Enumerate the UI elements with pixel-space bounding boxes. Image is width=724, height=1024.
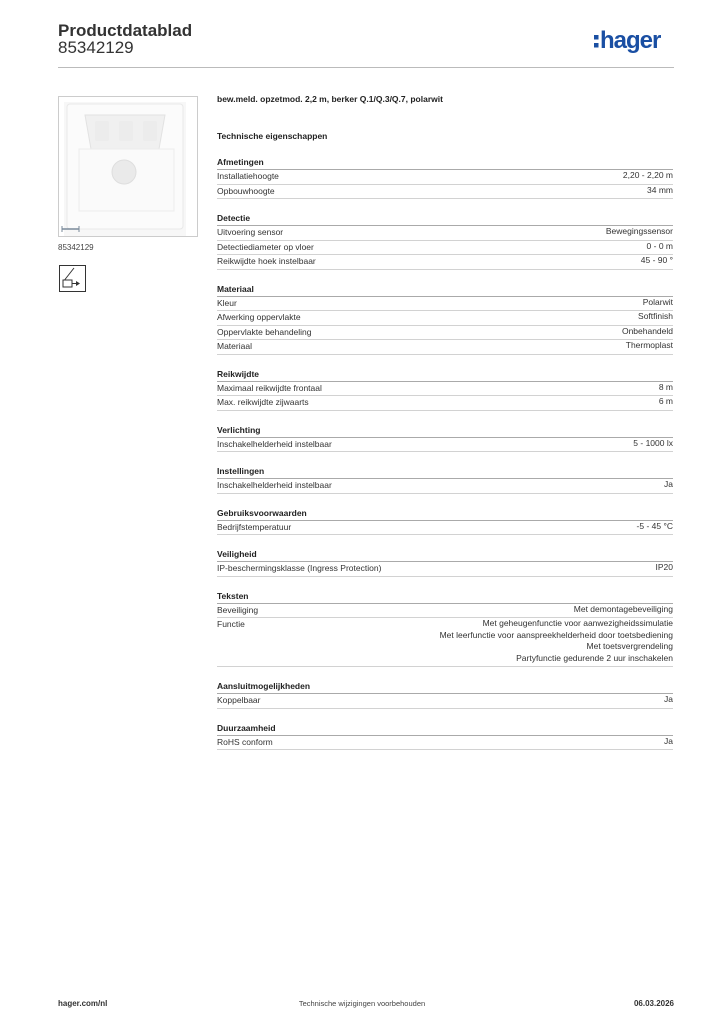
- spec-value-line: Met toetsvergrendeling: [586, 641, 673, 651]
- spec-value-line: 2,20 - 2,20 m: [622, 170, 673, 180]
- product-specifications: [217, 93, 673, 750]
- spec-value: [664, 479, 673, 493]
- section-title: Veiligheid: [217, 548, 673, 562]
- spec-section: [217, 590, 673, 668]
- spec-label: Maximaal reikwijdte frontaal: [217, 382, 322, 393]
- spec-label: Oppervlakte behandeling: [217, 326, 312, 337]
- spec-value: [574, 604, 673, 618]
- spec-value-line: 0 - 0 m: [646, 240, 673, 251]
- section-title: Instellingen: [217, 465, 673, 479]
- spec-value: [643, 297, 673, 311]
- spec-label: Detectiediameter op vloer: [217, 241, 314, 252]
- spec-label: Functie: [217, 619, 245, 629]
- spec-value-line: 6 m: [658, 396, 673, 406]
- spec-value-line: Polarwit: [642, 296, 673, 307]
- section-title: Duurzaamheid: [217, 722, 673, 736]
- section-title: Materiaal: [217, 283, 673, 297]
- spec-value-line: Bewegingssensor: [605, 226, 673, 236]
- spec-label: Uitvoering sensor: [217, 227, 284, 237]
- spec-label: Koppelbaar: [217, 695, 261, 705]
- spec-label: Materiaal: [217, 341, 252, 351]
- section-title: Afmetingen: [217, 156, 673, 170]
- spec-row: [217, 226, 673, 241]
- section-title: Reikwijdte: [217, 368, 673, 382]
- spec-row: [217, 479, 673, 494]
- spec-sections: [217, 156, 673, 750]
- spec-value-line: Met geheugenfunctie voor aanwezigheidssimulatie: [482, 618, 673, 628]
- section-title: Detectie: [217, 212, 673, 226]
- spec-value: [623, 170, 673, 184]
- spec-row: [217, 521, 673, 536]
- spec-label: IP-beschermingsklasse (Ingress Protection): [217, 563, 382, 573]
- header-divider: [58, 67, 674, 68]
- spec-value-line: Met leerfunctie voor aanspreekhelderheid door toetsbediening: [439, 629, 673, 640]
- spec-label: Max. reikwijdte zijwaarts: [217, 397, 309, 407]
- spec-value-line: Ja: [664, 479, 673, 489]
- product-description: bew.meld. opzetmod. 2,2 m, berker Q.1/Q.3/Q.7, polarwit: [217, 94, 443, 104]
- spec-value-line: Ja: [664, 694, 673, 704]
- spec-row: [217, 382, 673, 397]
- spec-value-line: Onbehandeld: [621, 325, 673, 336]
- surface-mount-icon: [59, 265, 86, 292]
- footer-website[interactable]: hager.com/nl: [58, 999, 108, 1008]
- section-title: Verlichting: [217, 424, 673, 438]
- spec-value: [659, 396, 673, 410]
- hager-logo[interactable]: [594, 26, 674, 58]
- section-title: Aansluitmogelijkheden: [217, 680, 673, 694]
- spec-row: [217, 340, 673, 355]
- spec-row: [217, 736, 673, 751]
- spec-value-line: 45 - 90 °: [640, 255, 673, 265]
- section-title: Teksten: [217, 590, 673, 604]
- spec-label: Inschakelhelderheid instelbaar: [217, 480, 332, 490]
- spec-row: [217, 311, 673, 326]
- spec-value: [664, 736, 673, 750]
- spec-label: Inschakelhelderheid instelbaar: [217, 438, 332, 449]
- spec-value-line: Met demontagebeveiliging: [573, 603, 673, 614]
- spec-label: RoHS conform: [217, 736, 273, 747]
- product-number: 85342129: [58, 38, 134, 57]
- spec-value: [606, 226, 673, 240]
- spec-section: [217, 368, 673, 411]
- spec-value-line: 8 m: [658, 381, 673, 392]
- spec-row: [217, 297, 673, 312]
- spec-label: Reikwijdte hoek instelbaar: [217, 256, 316, 266]
- spec-value: [664, 694, 673, 708]
- spec-value: [633, 438, 673, 452]
- spec-label: Beveiliging: [217, 604, 259, 615]
- spec-section: [217, 283, 673, 355]
- spec-row: [217, 255, 673, 270]
- spec-label: Opbouwhoogte: [217, 185, 275, 196]
- spec-row: [217, 618, 673, 667]
- spec-value-line: Ja: [664, 735, 673, 746]
- spec-value: [641, 255, 673, 269]
- spec-row: [217, 396, 673, 411]
- image-product-code: 85342129: [58, 243, 94, 252]
- spec-value: [637, 521, 673, 535]
- spec-row: [217, 170, 673, 185]
- footer-notice: Technische wijzigingen voorbehouden: [298, 999, 426, 1008]
- spec-row: [217, 604, 673, 619]
- spec-row: [217, 241, 673, 256]
- spec-section: [217, 680, 673, 709]
- spec-row: [217, 185, 673, 200]
- spec-label: Installatiehoogte: [217, 171, 279, 181]
- spec-value-line: Partyfunctie gedurende 2 uur inschakelen: [516, 652, 673, 663]
- spec-value: [626, 340, 673, 354]
- spec-value-line: Thermoplast: [625, 340, 673, 350]
- spec-value: [622, 326, 673, 340]
- logo-text: hager: [600, 27, 661, 54]
- spec-value-line: 5 - 1000 lx: [633, 437, 673, 448]
- product-image: [58, 96, 198, 237]
- spec-section: [217, 507, 673, 536]
- document-title: Productdatablad: [58, 21, 193, 40]
- spec-value-line: IP20: [655, 562, 673, 572]
- spec-label: Afwerking oppervlakte: [217, 312, 301, 322]
- spec-value: [647, 185, 673, 199]
- spec-value: [638, 311, 673, 325]
- spec-section: [217, 212, 673, 270]
- spec-row: [217, 562, 673, 577]
- spec-value: [647, 241, 673, 255]
- spec-value-line: Softfinish: [638, 311, 673, 321]
- spec-label: Kleur: [217, 297, 237, 308]
- footer-date: 06.03.2026: [633, 999, 674, 1008]
- spec-row: [217, 694, 673, 709]
- properties-heading: Technische eigenschappen: [217, 131, 328, 141]
- spec-value: [656, 562, 674, 576]
- spec-row: [217, 438, 673, 453]
- spec-value: [659, 382, 673, 396]
- spec-section: [217, 548, 673, 577]
- spec-section: [217, 465, 673, 494]
- spec-value: [440, 618, 673, 664]
- spec-value-line: 34 mm: [647, 184, 673, 195]
- spec-section: [217, 424, 673, 453]
- spec-value-line: -5 - 45 °C: [636, 520, 673, 531]
- section-title: Gebruiksvoorwaarden: [217, 507, 673, 521]
- spec-section: [217, 722, 673, 751]
- spec-label: Bedrijfstemperatuur: [217, 521, 292, 532]
- spec-row: [217, 326, 673, 341]
- spec-section: [217, 156, 673, 199]
